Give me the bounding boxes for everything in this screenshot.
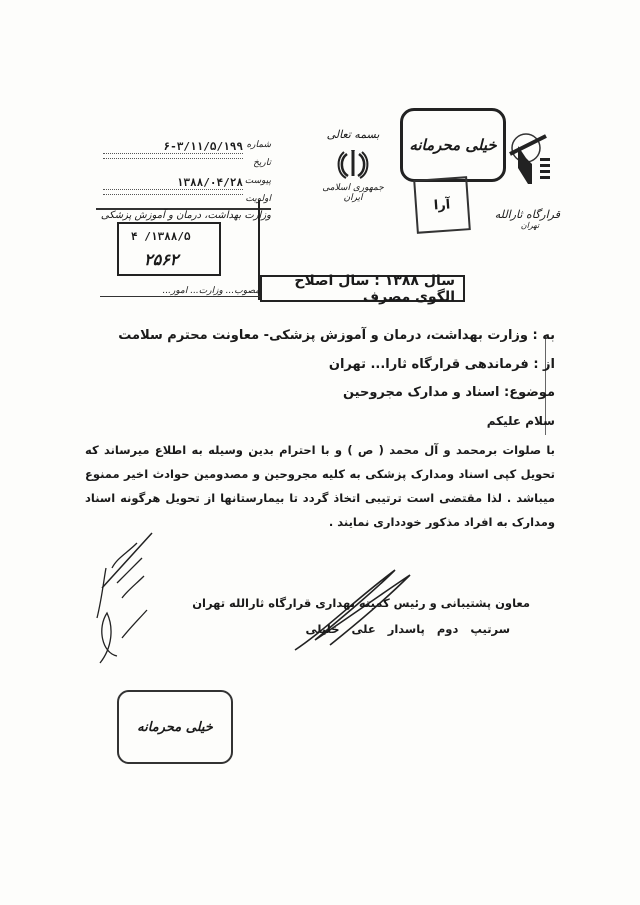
sender-line: از : فرماندهی قرارگاه ثارا... تهران — [328, 357, 555, 372]
handwritten-subnote: مصوب... وزارت... امور... — [100, 286, 260, 297]
bottom-classification-stamp: خیلی محرمانه — [117, 690, 233, 764]
meta-attachment-value: ۱۳۸۸/۰۴/۲۸ — [103, 176, 243, 190]
meta-attachment-label: پیوست — [244, 176, 271, 186]
margin-note-text — [0, 0, 1, 1]
meta-number-value: ۶-۳/۱۱/۵/۱۹۹ — [103, 140, 243, 154]
year-slogan-banner: سال ۱۳۸۸ : سال اصلاح الگوی مصرف — [260, 275, 465, 302]
basmala-text: بسمه تعالی — [326, 128, 380, 141]
irgc-emblem-city: تهران — [520, 221, 540, 230]
irgc-emblem-icon — [502, 128, 558, 198]
iran-emblem-caption: جمهوری اسلامی ایران — [322, 183, 384, 203]
handwritten-ministry-name: وزارت بهداشت، درمان و آموزش پزشکی — [100, 210, 271, 221]
handwritten-margin-note-icon — [92, 528, 172, 668]
receipt-number: ۲۵۶۲ — [144, 250, 179, 269]
irgc-emblem-caption: قرارگاه ثارالله — [494, 208, 560, 221]
subject-line: موضوع: اسناد و مدارک مجروحین — [342, 385, 555, 400]
meta-number-label: شماره — [246, 140, 271, 150]
irgc-emblem-block — [494, 128, 560, 230]
meta-date-label: تاریخ — [253, 158, 271, 168]
meta-attachment-row — [96, 176, 271, 192]
meta-date-value — [103, 158, 243, 159]
meta-number-row — [96, 140, 271, 156]
receipt-stamp — [117, 222, 221, 276]
iran-emblem-block — [320, 128, 386, 203]
iran-emblem-icon — [336, 147, 370, 181]
meta-date-row — [96, 158, 271, 174]
classification-stamp: خیلی محرمانه — [400, 108, 506, 182]
recipient-line: به : وزارت بهداشت، درمان و آموزش پزشکی- معاونت محترم سلامت — [118, 328, 555, 343]
meta-priority-label: اولویت — [245, 194, 271, 204]
greeting-line: سلام علیکم — [486, 414, 555, 428]
letter-body-paragraph: با صلوات برمحمد و آل محمد ( ص ) و با احترام بدین وسیله به اطلاع میرساند که تحویل کپی اسناد ومدارک پزشکی به کلیه مجروحین و مصدومین حوادث اخیر ممنوع میباشد . لذا مقتضی است ترتیبی اتخاذ گردد تا بیمارستانها از تحویل هرگونه اسناد ومدارک به افراد مذکور خودداری نمایند . — [85, 443, 555, 529]
ara-stamp: آرا — [413, 176, 471, 234]
signatory-name: سرتیپ دوم پاسدار علی خلیلی — [305, 622, 510, 636]
signatory-title: معاون پشتیبانی و رئیس کمیته بهداری قرارگاه ثارالله تهران — [192, 596, 530, 610]
receipt-date: ۱۳۸۸/۵/ ۴ — [131, 230, 191, 243]
meta-priority-value — [103, 194, 243, 195]
signature-scribble-icon — [285, 560, 425, 660]
